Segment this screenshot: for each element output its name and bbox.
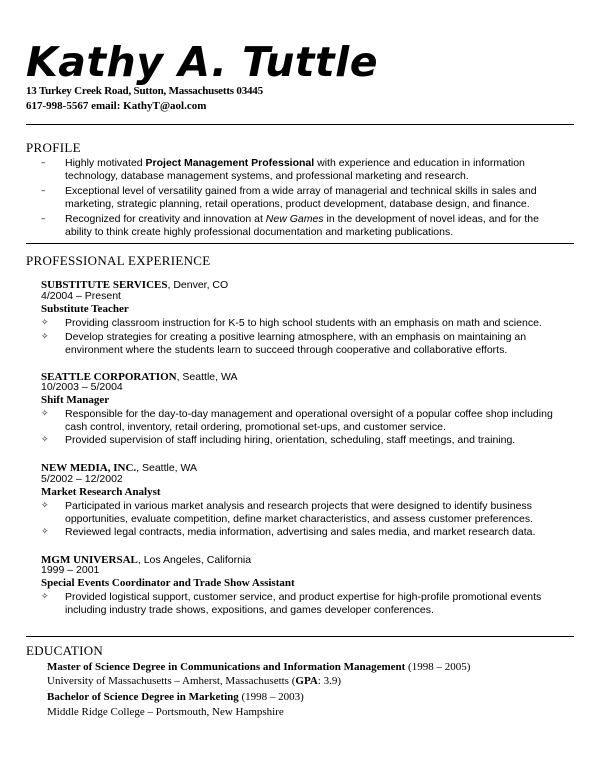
- company-name: SUBSTITUTE SERVICES: [41, 279, 168, 291]
- company-name: SEATTLE CORPORATION: [41, 371, 177, 383]
- company-name: MGM UNIVERSAL: [41, 554, 138, 566]
- divider: [26, 243, 574, 244]
- degree-years: (1998 – 2005): [405, 661, 471, 673]
- section-title-education: EDUCATION: [26, 643, 104, 658]
- profile-item: – Exceptional level of versatility gained from a wide array of managerial and technical skills in sales and marketing, strategic planning, retail operations, product development, database design, and finance.: [41, 185, 537, 210]
- job-bullet: ✧ Participated in various market analysis and research projects that were designed to identify business opportunities, evaluate competition, define market characteristics, and assess customer preferences.: [41, 500, 534, 525]
- section-title-experience: PROFESSIONAL EXPERIENCE: [26, 253, 211, 268]
- job-location: , Denver, CO: [167, 279, 229, 291]
- job-dates: 5/2002 – 12/2002: [41, 473, 123, 485]
- job-location: , Seattle, WA: [136, 462, 198, 474]
- diamond-bullet-icon: ✧: [41, 332, 49, 342]
- diamond-bullet-icon: ✧: [41, 592, 49, 602]
- job-role: Substitute Teacher: [41, 303, 129, 315]
- divider: [26, 124, 574, 125]
- contact-line: [26, 99, 206, 113]
- degree-name: Bachelor of Science Degree in Marketing: [47, 691, 239, 703]
- job-location: , Los Angeles, California: [137, 554, 252, 566]
- degree-name: Master of Science Degree in Communications and Information Management: [47, 661, 406, 673]
- degree-years: (1998 – 2003): [238, 691, 304, 703]
- degree-line: [47, 660, 470, 674]
- job-bullet: ✧ Develop strategies for creating a positive learning atmosphere, with an emphasis on maintaining an environment where the students learn to succeed through cooperative and collaborative efforts.: [41, 331, 527, 356]
- gpa-label: GPA: [295, 675, 318, 687]
- job-role: Market Research Analyst: [41, 486, 161, 498]
- job-bullet: ✧ Reviewed legal contracts, media information, advertising and sales media, and market research data.: [41, 526, 536, 538]
- phone: 617-998-5567: [26, 100, 89, 112]
- job-dates: 1999 – 2001: [41, 564, 100, 576]
- divider: [26, 636, 574, 637]
- job-role: Special Events Coordinator and Trade Show Assistant: [41, 577, 295, 589]
- dash-bullet: –: [41, 158, 46, 168]
- diamond-bullet-icon: ✧: [41, 527, 49, 537]
- company-name: NEW MEDIA, INC.: [41, 462, 137, 474]
- job-dates: 10/2003 – 5/2004: [41, 381, 123, 393]
- job-location: , Seattle, WA: [176, 371, 238, 383]
- dash-bullet: –: [41, 186, 46, 196]
- profile-item: – Recognized for creativity and innovation at New Games in the development of novel ideas, and for the ability to think create highly professional documentation and marketing publications.: [41, 213, 539, 238]
- degree-line: [47, 690, 304, 704]
- candidate-name: Kathy A. Tuttle: [26, 38, 378, 86]
- job-bullet: ✧ Providing classroom instruction for K-5 to high school students with an emphasis on math and science.: [41, 317, 542, 329]
- email: KathyT@aol.com: [123, 100, 207, 112]
- school-line: University of Massachusetts – Amherst, Massachusetts (GPA: 3.9): [47, 675, 342, 687]
- job-role: Shift Manager: [41, 394, 110, 406]
- profile-item: – Highly motivated Project Management Professional with experience and education in information technology, database management systems, and professional marketing and research.: [41, 157, 525, 182]
- diamond-bullet-icon: ✧: [41, 435, 49, 445]
- diamond-bullet-icon: ✧: [41, 409, 49, 419]
- job-bullet: ✧ Provided logistical support, customer service, and product expertise for high-profile promotional events including industry trade shows, expositions, and games developer conferences.: [41, 591, 542, 616]
- job-dates: 4/2004 – Present: [41, 290, 121, 302]
- diamond-bullet-icon: ✧: [41, 318, 49, 328]
- diamond-bullet-icon: ✧: [41, 501, 49, 511]
- section-title-profile: PROFILE: [26, 140, 81, 155]
- job-bullet: ✧ Provided supervision of staff including hiring, orientation, scheduling, staff meetings, and training.: [41, 434, 516, 446]
- address: 13 Turkey Creek Road, Sutton, Massachusetts 03445: [26, 85, 263, 97]
- school-line: Middle Ridge College – Portsmouth, New Hampshire: [47, 706, 284, 718]
- email-label: email:: [91, 100, 121, 112]
- dash-bullet: –: [41, 214, 46, 224]
- job-bullet: ✧ Responsible for the day-to-day management and operational oversight of a popular coffee shop including cash control, inventory, retail ordering, promotional set-ups, and customer service.: [41, 408, 553, 433]
